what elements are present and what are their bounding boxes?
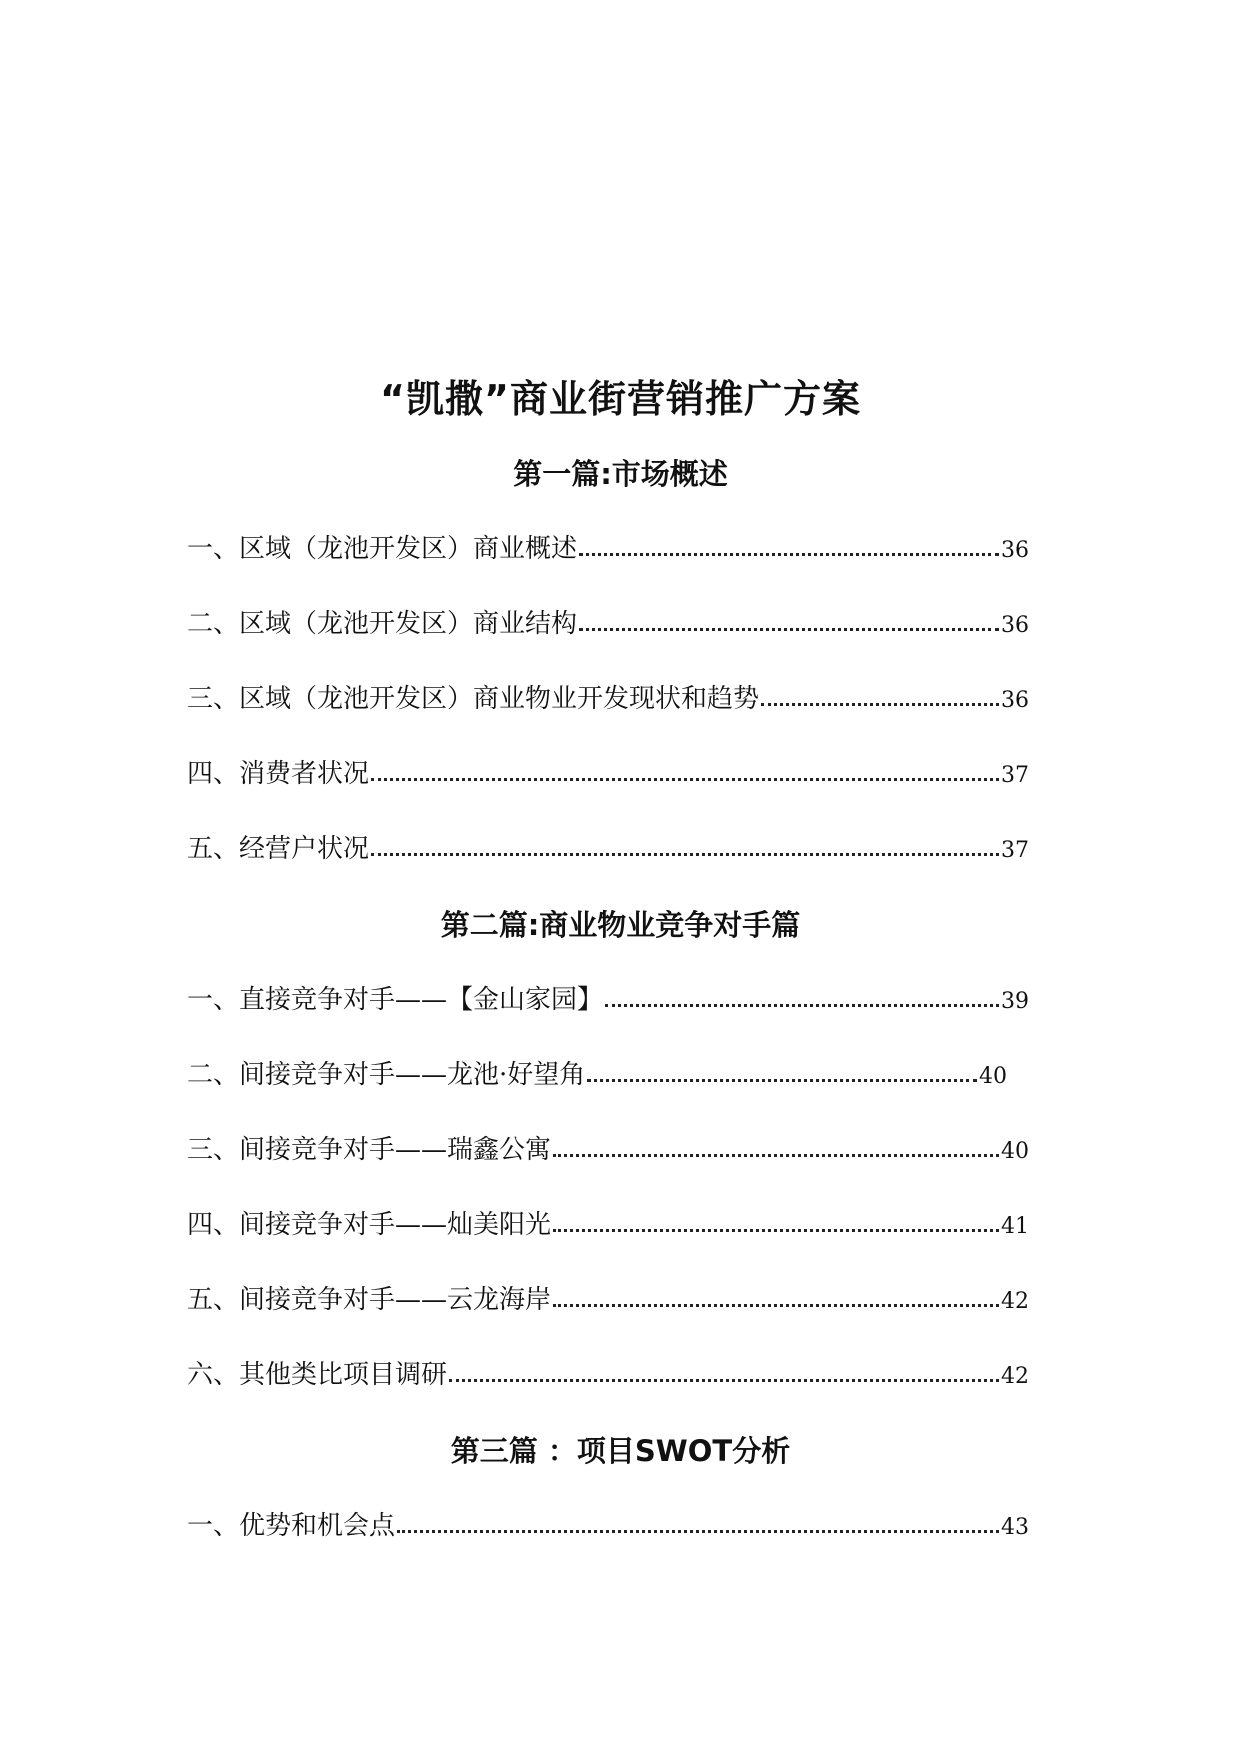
toc-entry-label: 一、直接竞争对手——【金山家园】 [187,985,604,1015]
toc-entry-page: 39 [1001,989,1029,1014]
toc-entry-page: 42 [1001,1289,1029,1314]
toc-entry[interactable] [187,1204,1029,1244]
toc-entry[interactable] [187,1354,1029,1394]
toc-entry-label: 四、消费者状况 [187,759,370,789]
toc-leader [761,703,999,706]
toc-entry-label: 二、区域（龙池开发区）商业结构 [187,609,578,639]
toc-entry[interactable] [187,1054,1007,1094]
toc-leader [587,1079,977,1082]
toc-entry[interactable] [187,603,1029,643]
part-heading-3: 第三篇 ：项目SWOT分析 [450,1434,791,1468]
toc-leader [553,1229,999,1232]
toc-entry-label: 五、经营户状况 [187,834,370,864]
toc-leader [449,1379,999,1382]
toc-entry[interactable] [187,753,1029,793]
toc-entry-page: 43 [1001,1515,1029,1540]
toc-entry-label: 三、间接竞争对手——瑞鑫公寓 [187,1135,552,1165]
toc-entry-page: 36 [1001,613,1029,638]
toc-leader [553,1304,999,1307]
part-heading-1: 第一篇:市场概述 [513,457,728,491]
toc-leader [553,1154,999,1157]
toc-entry-label: 一、区域（龙池开发区）商业概述 [187,534,578,564]
toc-leader [579,553,999,556]
toc-leader [371,778,999,781]
toc-entry-label: 二、间接竞争对手——龙池·好望角 [187,1060,586,1090]
toc-leader [605,1004,999,1007]
toc-entry-page: 37 [1001,838,1029,863]
toc-leader [371,853,999,856]
toc-entry-page: 36 [1001,688,1029,713]
toc-entry[interactable] [187,1279,1029,1319]
toc-entry-label: 一、优势和机会点 [187,1511,396,1541]
toc-leader [579,628,999,631]
toc-entry[interactable] [187,678,1029,718]
toc-entry-label: 三、区域（龙池开发区）商业物业开发现状和趋势 [187,684,760,714]
toc-entry-label: 五、间接竞争对手——云龙海岸 [187,1285,552,1315]
toc-entry[interactable] [187,528,1029,568]
toc-entry[interactable] [187,1129,1029,1169]
toc-entry[interactable] [187,979,1029,1019]
toc-entry-page: 40 [1001,1139,1029,1164]
toc-entry-label: 四、间接竞争对手——灿美阳光 [187,1210,552,1240]
toc-entry[interactable] [187,1505,1029,1545]
toc-entry-page: 40 [979,1064,1007,1089]
document-title: “凯撒”商业街营销推广方案 [380,377,861,421]
toc-entry-label: 六、其他类比项目调研 [187,1360,448,1390]
part-heading-2: 第二篇:商业物业竞争对手篇 [440,908,801,942]
toc-entry-page: 37 [1001,763,1029,788]
toc-leader [397,1530,999,1533]
toc-entry-page: 42 [1001,1364,1029,1389]
toc-entry[interactable] [187,828,1029,868]
toc-entry-page: 36 [1001,538,1029,563]
toc-entry-page: 41 [1001,1214,1029,1239]
